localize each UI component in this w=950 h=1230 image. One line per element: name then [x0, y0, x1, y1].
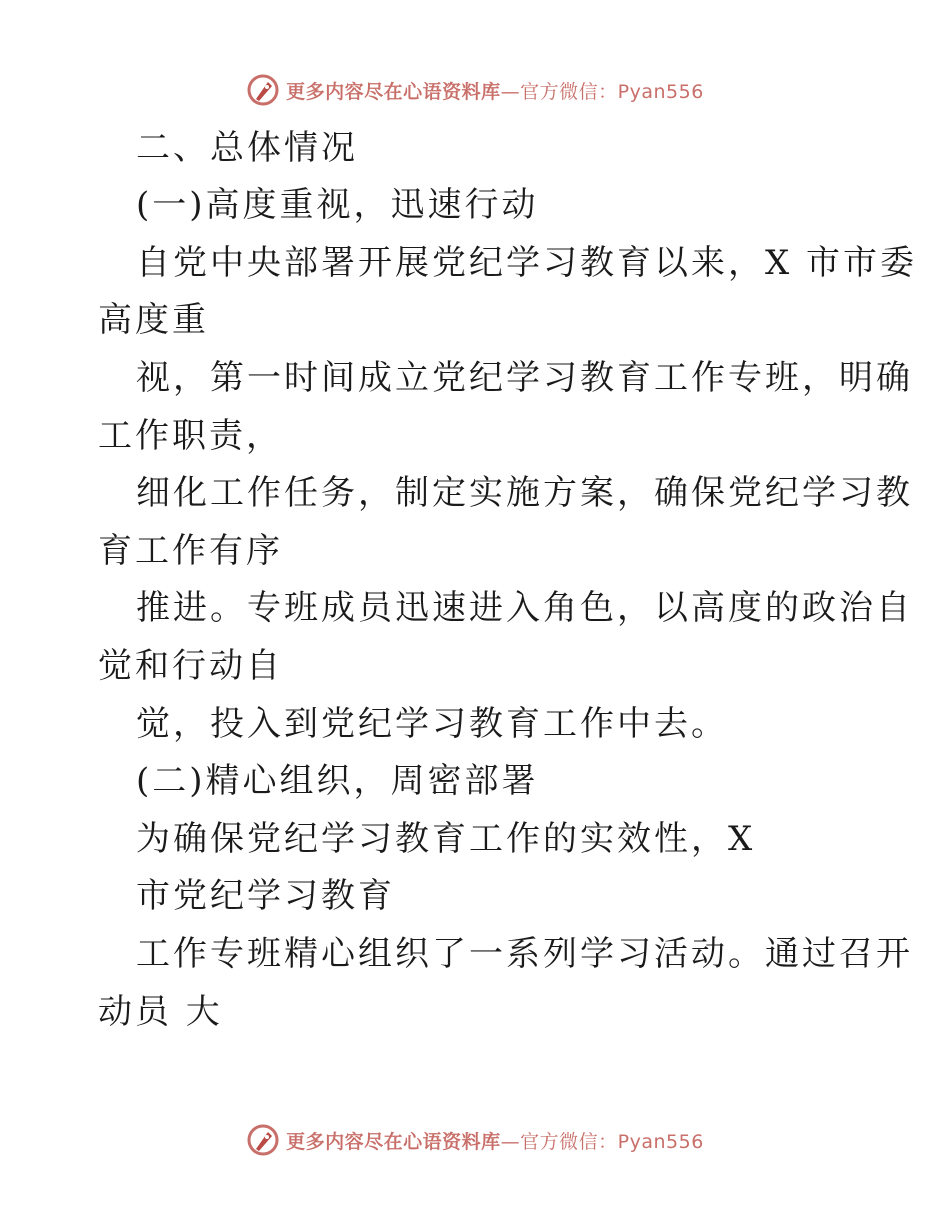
paragraph-line: 自党中央部署开展党纪学习教育以来，X 市市委	[136, 243, 918, 283]
watermark-dash: —	[500, 80, 521, 103]
watermark-brand: 更多内容尽在心语资料库	[286, 1130, 501, 1153]
paragraph-line: 高度重	[98, 300, 209, 340]
watermark-contact: 官方微信：Pyan556	[520, 80, 704, 103]
watermark-contact: 官方微信：Pyan556	[520, 1130, 704, 1153]
paragraph-line: 工作职责，	[98, 416, 283, 456]
paragraph-line: 视，第一时间成立党纪学习教育工作专班，明确	[136, 358, 913, 398]
paragraph-line: 为确保党纪学习教育工作的实效性，X	[136, 819, 756, 859]
watermark-text	[286, 1127, 704, 1154]
pen-nib-circle-icon	[246, 1123, 280, 1157]
paragraph-line: 觉，投入到党纪学习教育工作中去。	[136, 704, 728, 744]
watermark-brand: 更多内容尽在心语资料库	[286, 80, 501, 103]
watermark-dash: —	[500, 1130, 521, 1153]
footer-watermark	[0, 1120, 950, 1160]
section-heading: 二、总体情况	[136, 128, 358, 168]
paragraph-line: 觉和行动自	[98, 646, 283, 686]
paragraph-line: 工作专班精心组织了一系列学习活动。通过召开	[136, 934, 913, 974]
paragraph-line: 细化工作任务，制定实施方案，确保党纪学习教	[136, 473, 913, 513]
subsection-heading-2: (二)精心组织，周密部署	[136, 761, 539, 801]
paragraph-line: 推进。专班成员迅速进入角色，以高度的政治自	[136, 588, 913, 628]
paragraph-line: 育工作有序	[98, 531, 283, 571]
subsection-heading-1: (一)高度重视，迅速行动	[136, 185, 539, 225]
paragraph-line: 市党纪学习教育	[136, 876, 395, 916]
paragraph-line: 动员 大	[98, 992, 223, 1032]
